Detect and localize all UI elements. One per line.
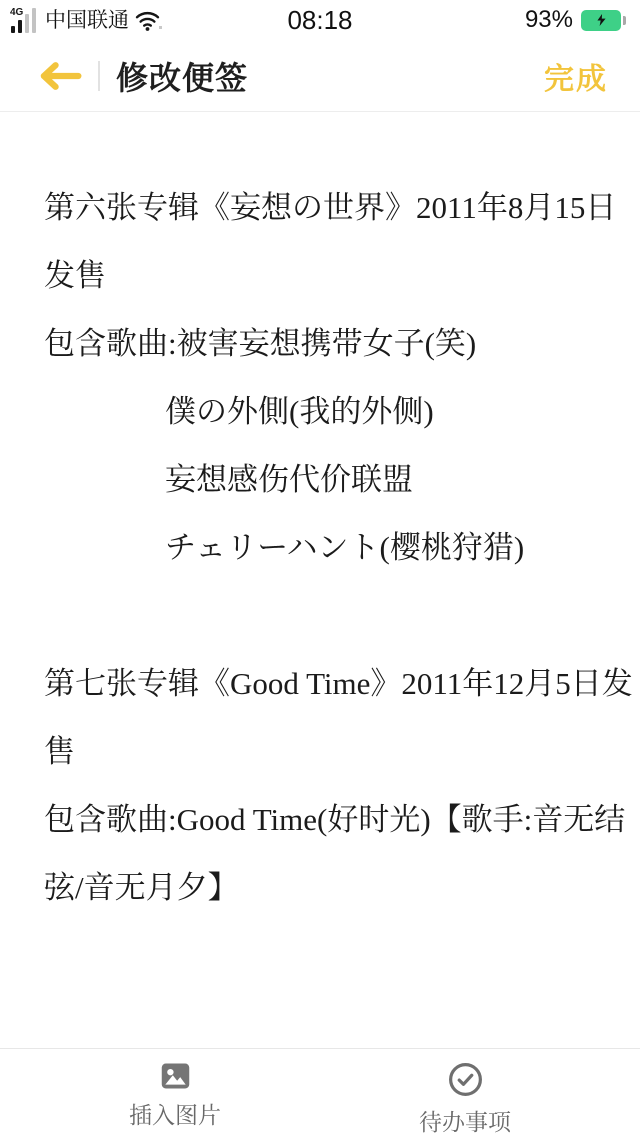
back-button[interactable]: [38, 62, 82, 90]
signal-bar: [25, 14, 29, 33]
page-title: 修改便签: [116, 59, 249, 96]
note-line: 弦/音无月夕】: [44, 870, 239, 905]
note-line: [44, 582, 602, 650]
status-left-group: [10, 7, 163, 34]
image-icon: [160, 1062, 191, 1090]
back-arrow-icon: [38, 62, 82, 90]
lightning-bolt-icon: [595, 12, 608, 28]
insert-image-label: 插入图片: [129, 1103, 221, 1128]
note-line: 包含歌曲:被害妄想携带女子(笑): [44, 326, 477, 361]
battery-percent: 93%: [524, 6, 573, 33]
status-time: 08:18: [287, 5, 353, 35]
signal-bar: [18, 20, 22, 33]
insert-image-button[interactable]: [65, 1049, 285, 1138]
nav-header: [0, 40, 640, 112]
signal-bar: [11, 26, 15, 33]
note-line: 售: [44, 734, 75, 769]
note-line: チェリーハント(樱桃狩猎): [165, 530, 525, 565]
wifi-icon: [134, 10, 163, 32]
note-line: 妄想感伤代价联盟: [165, 462, 413, 497]
bottom-toolbar: [0, 1048, 640, 1138]
note-line: 僕の外側(我的外侧): [165, 394, 434, 429]
note-line: 第六张专辑《妄想の世界》2011年8月15日: [44, 190, 617, 225]
note-line: 发售: [44, 258, 106, 293]
cellular-signal-icon: [10, 7, 40, 34]
status-right-group: [525, 6, 626, 34]
note-line: 第七张专辑《Good Time》2011年12月5日发: [44, 666, 633, 701]
network-type-label: 4G: [10, 6, 24, 18]
battery-charging-icon: [581, 10, 621, 31]
note-text-area[interactable]: [0, 174, 640, 922]
todo-button[interactable]: [355, 1049, 575, 1138]
check-circle-icon: [448, 1062, 483, 1097]
status-bar: [0, 0, 640, 40]
todo-label: 待办事项: [419, 1110, 511, 1135]
carrier-label: 中国联通: [45, 7, 129, 32]
signal-bar: [32, 8, 36, 33]
note-line: 包含歌曲:Good Time(好时光)【歌手:音无结: [44, 802, 626, 837]
header-vertical-divider: [98, 61, 100, 91]
done-button[interactable]: 完成: [544, 62, 608, 96]
